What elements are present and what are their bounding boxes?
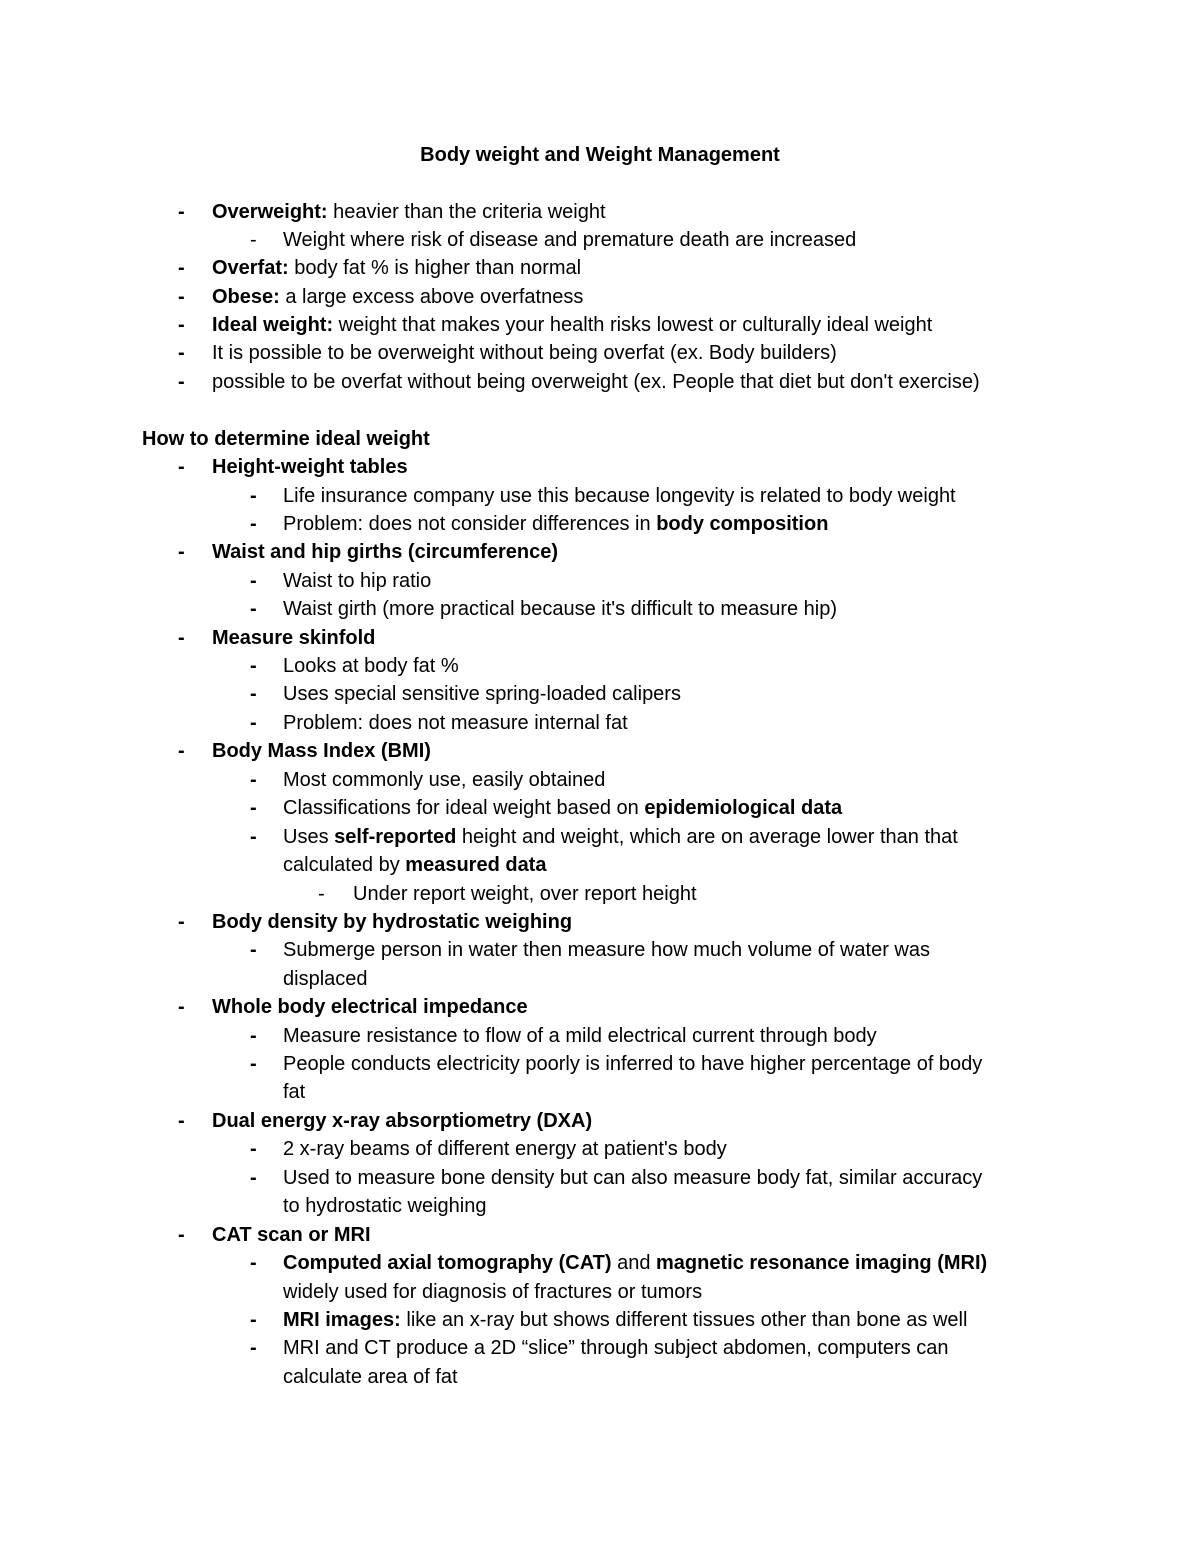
term: Overweight: <box>212 201 328 223</box>
item-label: Waist and hip girths (circumference) <box>212 541 558 563</box>
item-label: Body Mass Index (BMI) <box>212 740 431 762</box>
sub-item-text: Uses special sensitive spring-loaded calipers <box>283 683 681 705</box>
sub-sub-item-text: Under report weight, over report height <box>353 883 697 905</box>
term: Ideal weight: <box>212 314 334 336</box>
bullet: - <box>178 371 185 393</box>
bullet: - <box>250 655 257 677</box>
definition: body fat % is higher than normal <box>288 257 582 279</box>
bullet: - <box>178 740 185 762</box>
bullet: - <box>250 826 257 848</box>
sub-item-text: 2 x-ray beams of different energy at patient's body <box>283 1138 727 1160</box>
item-label: Height-weight tables <box>212 456 408 478</box>
item-text: It is possible to be overweight without being overfat (ex. Body builders) <box>212 342 837 364</box>
sub-item-text: Weight where risk of disease and premature death are increased <box>283 229 857 251</box>
bullet: - <box>250 939 257 961</box>
bullet: - <box>178 996 185 1018</box>
term: Overfat: <box>212 257 289 279</box>
item-label: Dual energy x-ray absorptiometry (DXA) <box>212 1110 593 1132</box>
bullet: - <box>250 712 257 734</box>
bullet: - <box>250 229 257 251</box>
sub-item-text: People conducts electricity poorly is inferred to have higher percentage of body <box>283 1053 983 1075</box>
bullet: - <box>250 769 257 791</box>
bullet: - <box>178 911 185 933</box>
emphasis: magnetic resonance imaging (MRI) <box>656 1252 988 1274</box>
item-label: Measure skinfold <box>212 627 376 649</box>
bullet: - <box>178 627 185 649</box>
item-label: Whole body electrical impedance <box>212 996 528 1018</box>
sub-item-text: like an x-ray but shows different tissues other than bone as well <box>400 1309 968 1331</box>
sub-item-text: Used to measure bone density but can also measure body fat, similar accuracy <box>283 1167 983 1189</box>
bullet: - <box>178 1110 185 1132</box>
bullet: - <box>178 201 185 223</box>
emphasis: body composition <box>656 513 829 535</box>
sub-item-text: Submerge person in water then measure how much volume of water was <box>283 939 930 961</box>
item-label: CAT scan or MRI <box>212 1224 371 1246</box>
bullet: - <box>178 342 185 364</box>
sub-item-text: fat <box>283 1081 306 1103</box>
definition: a large excess above overfatness <box>279 286 584 308</box>
bullet: - <box>250 1309 257 1331</box>
bullet: - <box>178 1224 185 1246</box>
bullet: - <box>250 1337 257 1359</box>
bullet: - <box>318 883 325 905</box>
sub-item-text: and <box>611 1252 657 1274</box>
sub-item-text: calculate area of fat <box>283 1366 458 1388</box>
bullet: - <box>250 1138 257 1160</box>
sub-item-text: Looks at body fat % <box>283 655 459 677</box>
sub-item-text: widely used for diagnosis of fractures or tumors <box>283 1281 703 1303</box>
bullet: - <box>250 570 257 592</box>
sub-item-text: Waist to hip ratio <box>283 570 432 592</box>
emphasis: self-reported <box>334 826 457 848</box>
bullet: - <box>250 1025 257 1047</box>
emphasis: epidemiological data <box>644 797 843 819</box>
term: Obese: <box>212 286 280 308</box>
bullet: - <box>178 456 185 478</box>
section-heading: How to determine ideal weight <box>142 428 430 450</box>
sub-item-text: to hydrostatic weighing <box>283 1195 487 1217</box>
sub-item-text: Life insurance company use this because longevity is related to body weight <box>283 485 956 507</box>
definition: heavier than the criteria weight <box>327 201 606 223</box>
item-text: possible to be overfat without being overweight (ex. People that diet but don't exercise) <box>212 371 980 393</box>
definition: weight that makes your health risks lowest or culturally ideal weight <box>333 314 933 336</box>
sub-item-text: Measure resistance to flow of a mild electrical current through body <box>283 1025 877 1047</box>
bullet: - <box>178 286 185 308</box>
sub-item-text: displaced <box>283 968 368 990</box>
bullet: - <box>178 257 185 279</box>
sub-item-text: MRI and CT produce a 2D “slice” through subject abdomen, computers can <box>283 1337 949 1359</box>
bullet: - <box>250 485 257 507</box>
sub-item-text: Classifications for ideal weight based on <box>283 797 645 819</box>
emphasis: measured data <box>405 854 547 876</box>
bullet: - <box>250 1053 257 1075</box>
sub-item-text: Waist girth (more practical because it's difficult to measure hip) <box>283 598 838 620</box>
bullet: - <box>250 598 257 620</box>
sub-item-text: height and weight, which are on average lower than that <box>456 826 958 848</box>
sub-item-text: Most commonly use, easily obtained <box>283 769 606 791</box>
sub-item-text: Uses <box>283 826 335 848</box>
emphasis: Computed axial tomography (CAT) <box>283 1252 612 1274</box>
page-title: Body weight and Weight Management <box>420 144 780 166</box>
sub-item-text: calculated by <box>283 854 406 876</box>
bullet: - <box>250 1167 257 1189</box>
item-label: Body density by hydrostatic weighing <box>212 911 573 933</box>
emphasis: MRI images: <box>283 1309 401 1331</box>
bullet: - <box>250 1252 257 1274</box>
sub-item-text: Problem: does not measure internal fat <box>283 712 628 734</box>
bullet: - <box>178 541 185 563</box>
bullet: - <box>250 797 257 819</box>
sub-item-text: Problem: does not consider differences in <box>283 513 657 535</box>
bullet: - <box>250 513 257 535</box>
bullet: - <box>178 314 185 336</box>
bullet: - <box>250 683 257 705</box>
